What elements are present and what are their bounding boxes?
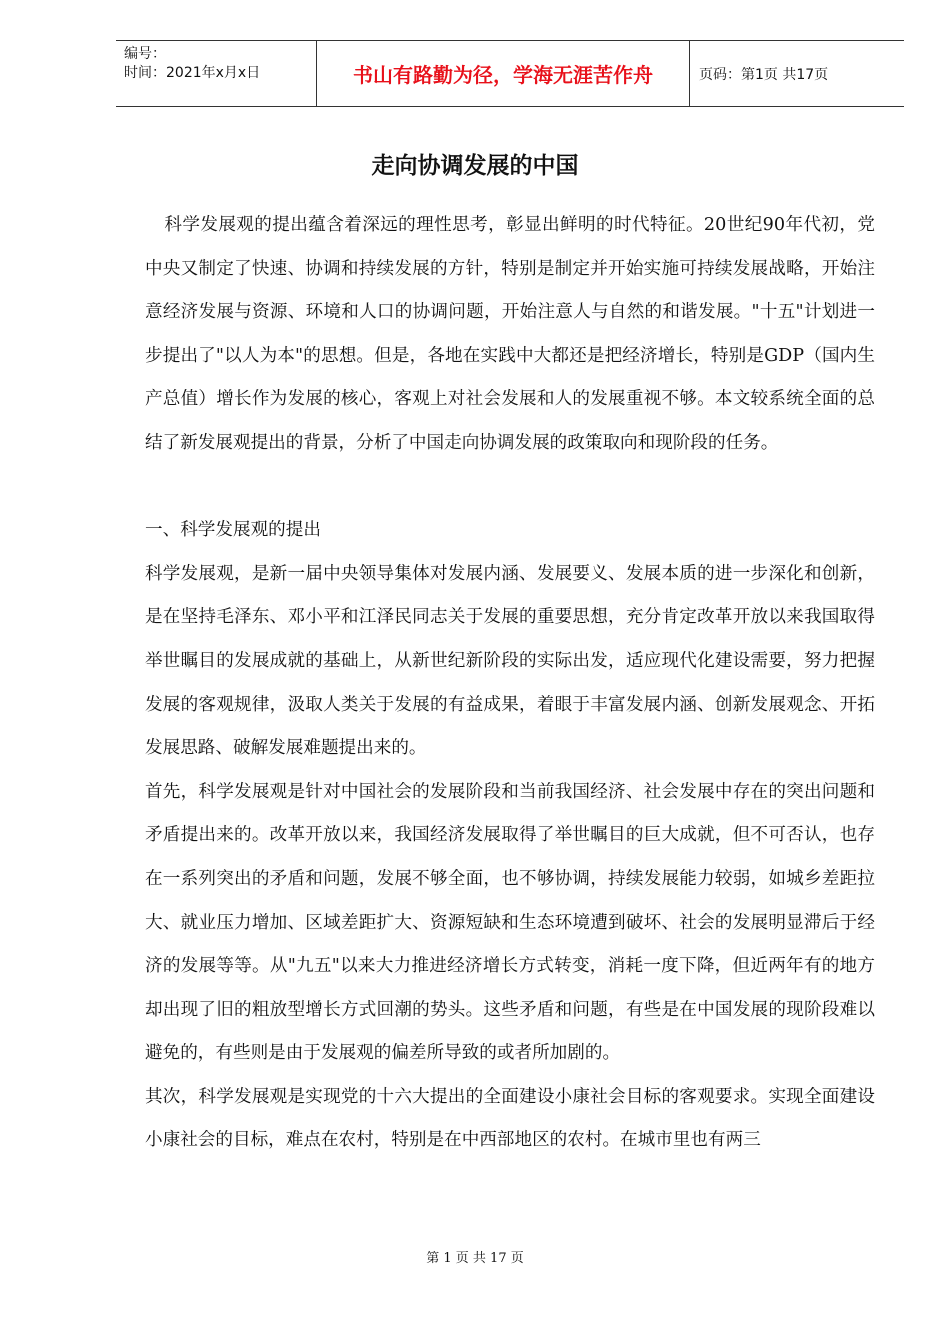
page-footer: 第 1 页 共 17 页 — [426, 1251, 524, 1266]
body-paragraph-3: 其次，科学发展观是实现党的十六大提出的全面建设小康社会目标的客观要求。实现全面建设小康社会的目标，难点在农村，特别是在中西部地区的农村。在城市里也有两三 — [145, 1086, 875, 1151]
body-paragraph-1: 科学发展观，是新一届中央领导集体对发展内涵、发展要义、发展本质的进一步深化和创新，是在坚持毛泽东、邓小平和江泽民同志关于发展的重要思想，充分肯定改革开放以来我国取得举世瞩目的发展成就的基础上，从新世纪新阶段的实际出发，适应现代化建设需要，努力把握发展的客观规律，汲取人类关于发展的有益成果，着眼于丰富发展内涵、创新发展观念、开拓发展思路、破解发展难题提出来的。 — [145, 563, 875, 759]
document-title: 走向协调发展的中国 — [371, 153, 579, 179]
document-body — [145, 204, 875, 1163]
body-paragraph-2: 首先，科学发展观是针对中国社会的发展阶段和当前我国经济、社会发展中存在的突出问题和矛盾提出来的。改革开放以来，我国经济发展取得了举世瞩目的巨大成就，但不可否认，也存在一系列突出的矛盾和问题，发展不够全面，也不够协调，持续发展能力较弱，如城乡差距拉大、就业压力增加、区域差距扩大、资源短缺和生态环境遭到破坏、社会的发展明显滞后于经济的发展等等。从"九五"以来大力推进经济增长方式转变，消耗一度下降，但近两年有的地方却出现了旧的粗放型增长方式回潮的势头。这些矛盾和问题，有些是在中国发展的现阶段难以避免的，有些则是由于发展观的偏差所导致的或者所加剧的。 — [145, 781, 875, 1064]
section-heading: 一、科学发展观的提出 — [145, 520, 321, 541]
header-page-info: 页码：第1页 共17页 — [699, 66, 829, 83]
header-motto: 书山有路勤为径，学海无涯苦作舟 — [353, 63, 653, 87]
header-meta-cell — [116, 41, 316, 106]
header-table — [116, 40, 904, 107]
number-label: 编号： — [124, 46, 166, 62]
header-motto-cell — [316, 41, 690, 106]
paragraph-spacer — [145, 466, 875, 510]
header-page-cell — [690, 41, 904, 106]
time-label: 时间：2021年x月x日 — [124, 65, 261, 81]
intro-paragraph: 科学发展观的提出蕴含着深远的理性思考，彰显出鲜明的时代特征。20世纪90年代初，党中央又制定了快速、协调和持续发展的方针，特别是制定并开始实施可持续发展战略，开始注意经济发展与资源、环境和人口的协调问题，开始注意人与自然的和谐发展。"十五"计划进一步提出了"以人为本"的思想。但是，各地在实践中大都还是把经济增长，特别是GDP（国内生产总值）增长作为发展的核心，客观上对社会发展和人的发展重视不够。本文较系统全面的总结了新发展观提出的背景，分析了中国走向协调发展的政策取向和现阶段的任务。 — [145, 215, 875, 453]
